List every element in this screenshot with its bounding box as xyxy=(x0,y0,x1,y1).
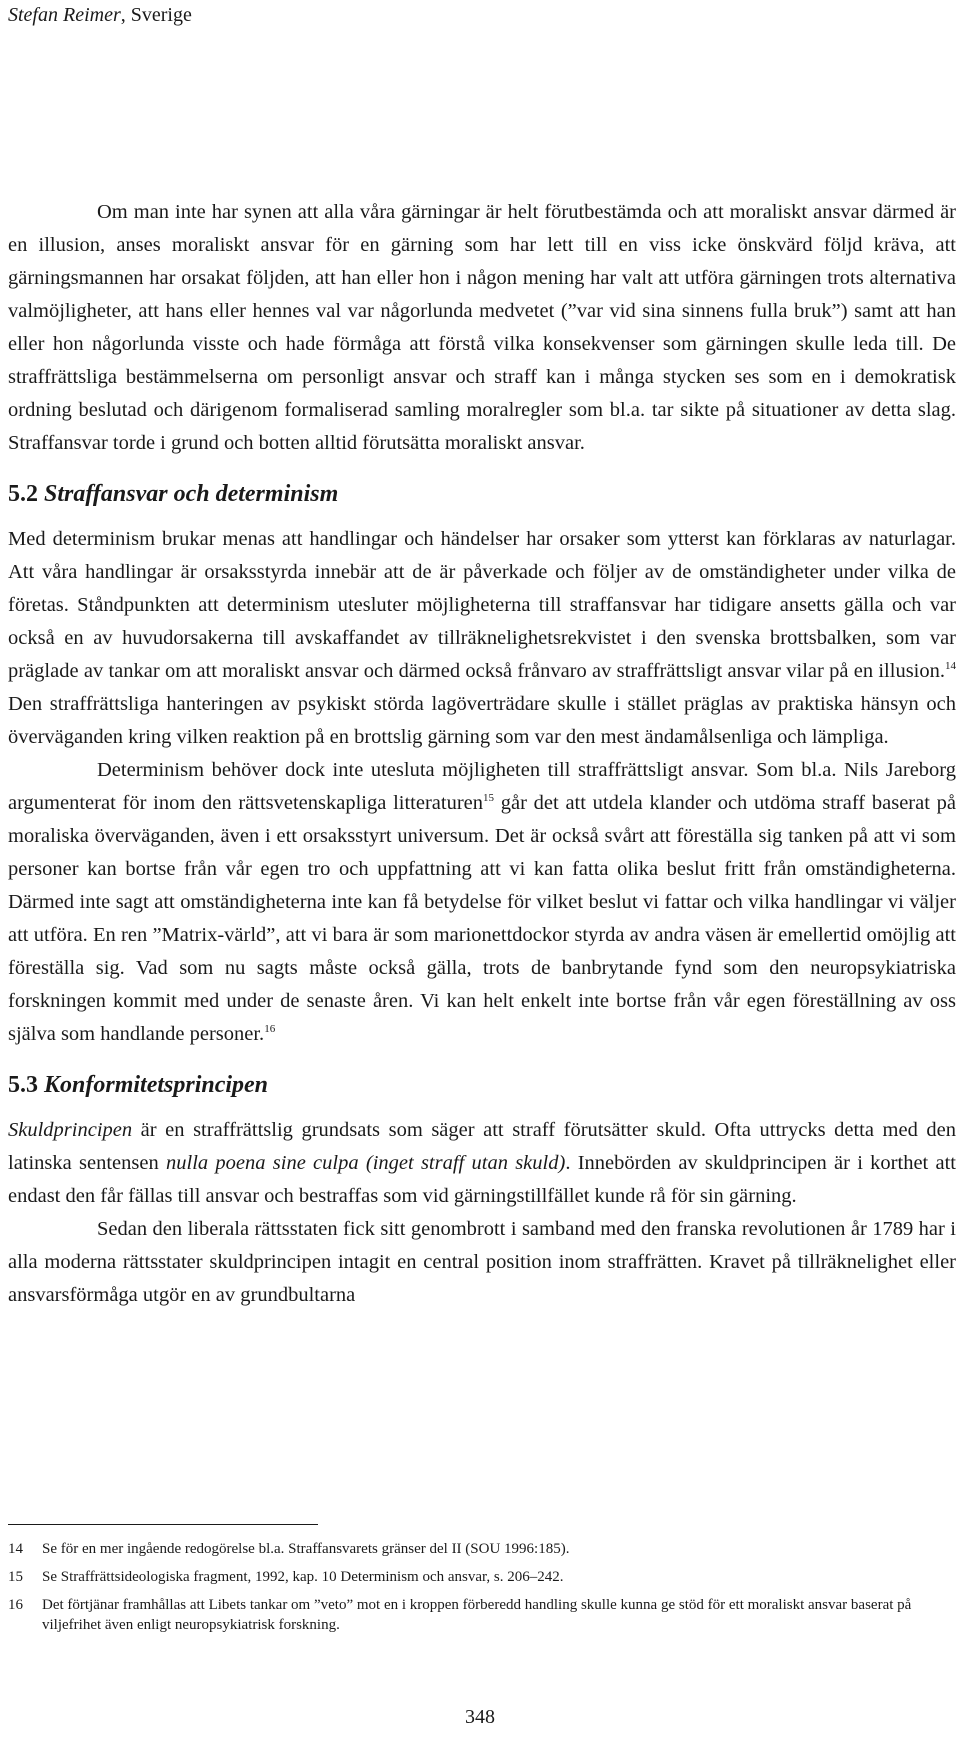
running-header xyxy=(8,2,192,28)
footnote-number: 16 xyxy=(8,1597,23,1613)
paragraph-5-2-1 xyxy=(8,523,956,754)
paragraph-text: . Innebörden av skuldprincipen är i korthet att endast den får fällas till ansvar och bestraffas som vid gärningstillfället kunde rå för sin gärning. xyxy=(8,1152,956,1207)
term-skuldprincipen: Skuldprincipen xyxy=(8,1119,133,1141)
footnote-text: Se Straffrättsideologiska fragment, 1992, kap. 10 Determinism och ansvar, s. 206–242. xyxy=(42,1569,564,1585)
latin-sentence: nulla poena sine culpa (inget straff utan skuld) xyxy=(166,1152,566,1174)
header-country: , Sverige xyxy=(120,4,192,26)
footnote-ref-15[interactable]: 15 xyxy=(483,792,495,804)
footnote-15 xyxy=(8,1567,956,1587)
section-number: 5.2 xyxy=(8,481,44,507)
page-number: 348 xyxy=(465,1706,495,1728)
paragraph-text: är en straffrättslig grundsats som säger att straff förutsätter skuld. Ofta uttrycks detta med den latinska sentensen xyxy=(8,1119,956,1174)
paragraph-text: Med determinism brukar menas att handlingar och händelser har orsaker som ytterst kan förklaras av naturlagar. Att våra handlingar är orsaksstyrda innebär att de är påverkade och följer av de omständigheter under vilka de företas. Ståndpunkten att determinism utesluter möjligheterna till straffansvar har tidigare ansetts gälla och var också en av huvudorsakerna till avskaffandet av tillräknelighetsrekvistet i den svenska brottsbalken, som var präglade av tankar om att moraliskt ansvar och därmed också frånvaro av straffrättsligt ansvar vilar på en illusion. xyxy=(8,528,956,682)
footnote-14 xyxy=(8,1539,956,1559)
paragraph-text: Determinism behöver dock inte utesluta möjligheten till straffrättsligt ansvar. Som bl.a. Nils Jareborg argumenterat för inom den rättsvetenskapliga litteraturen xyxy=(8,759,956,814)
paragraph-text: Den straffrättsliga hanteringen av psykiskt störda lagöverträdare skulle i stället präglas av praktiska hänsyn och överväganden kring vilken reaktion på en brottslig gärning som var den mest ändamålsenliga och lämpliga. xyxy=(8,693,956,748)
section-title: Konformitetsprincipen xyxy=(44,1072,269,1098)
section-title: Straffansvar och determinism xyxy=(44,481,339,507)
section-heading-5-2 xyxy=(8,478,956,510)
footnote-text: Det förtjänar framhållas att Libets tankar om ”veto” mot en i kroppen förberedd handling skulle kunna ge stöd för ett moraliskt ansvar baserat på viljefrihet även enligt neuropsykiatrisk forskning. xyxy=(42,1597,912,1633)
footnote-16 xyxy=(8,1595,956,1635)
footnote-ref-16[interactable]: 16 xyxy=(264,1023,276,1035)
footnote-ref-14[interactable]: 14 xyxy=(945,660,956,672)
header-author: Stefan Reimer xyxy=(8,4,121,26)
paragraph-5-3-2: Sedan den liberala rättsstaten fick sitt genombrott i samband med den franska revolutionen år 1789 har i alla moderna rättsstater skuldprincipen intagit en central position inom straffrätten. Kravet på tillräknelighet eller ansvarsförmåga utgör en av grundbultarna xyxy=(8,1218,956,1306)
footnote-text: Se för en mer ingående redogörelse bl.a. Straffansvarets gränser del II (SOU 1996:185). xyxy=(42,1541,570,1557)
paragraph-text: går det att utdela klander och utdöma straff baserat på moraliska överväganden, även i ett orsaksstyrt universum. Det är också svårt att föreställa sig tanken på att vi som personer kan bortse från vår egen tro och uppfattning att vi kan fatta olika beslut fritt från omständigheterna. Därmed inte sagt att omständigheterna inte kan få betydelse för vilket beslut vi fattar och vilka handlingar vi väljer att utföra. En ren ”Matrix-värld”, att vi bara är som marionettdockor styrda av andra väsen är emellertid omöjlig att föreställa sig. Vad som nu sagts måste också gälla, trots de banbrytande fynd som den neuropsykiatriska forskningen kommit med under de senaste åren. Vi kan helt enkelt inte bortse från vår egen föreställning av oss själva som handlande personer. xyxy=(8,792,956,1045)
section-heading-5-3 xyxy=(8,1069,956,1101)
footnote-number: 15 xyxy=(8,1569,23,1585)
footnotes xyxy=(8,1524,956,1643)
footnote-number: 14 xyxy=(8,1541,23,1557)
section-number: 5.3 xyxy=(8,1072,44,1098)
paragraph-5-3-1 xyxy=(8,1114,956,1213)
paragraph-5-2-2 xyxy=(8,754,956,1051)
intro-paragraph: Om man inte har synen att alla våra gärningar är helt förutbestämda och att moraliskt ansvar därmed är en illusion, anses moraliskt ansvar för en gärning som har lett till en viss icke önskvärd följd kräva, att gärningsmannen har orsakat följden, att han eller hon i någon mening har valt att utföra gärningen trots alternativa valmöjligheter, att hans eller hennes val var någorlunda medvetet (”var vid sina sinnens fulla bruk”) samt att han eller hon någorlunda visste och hade förmåga att förstå vilka konsekvenser som gärningen skulle leda till. De straffrättsliga bestämmelserna om personligt ansvar och straff kan i många stycken ses som en i demokratisk ordning beslutad och därigenom formaliserad samling moralregler som bl.a. tar sikte på situationer av detta slag. Straffansvar torde i grund och botten alltid förutsätta moraliskt ansvar. xyxy=(8,201,956,454)
footnote-divider xyxy=(8,1524,318,1525)
main-text xyxy=(8,196,956,1312)
